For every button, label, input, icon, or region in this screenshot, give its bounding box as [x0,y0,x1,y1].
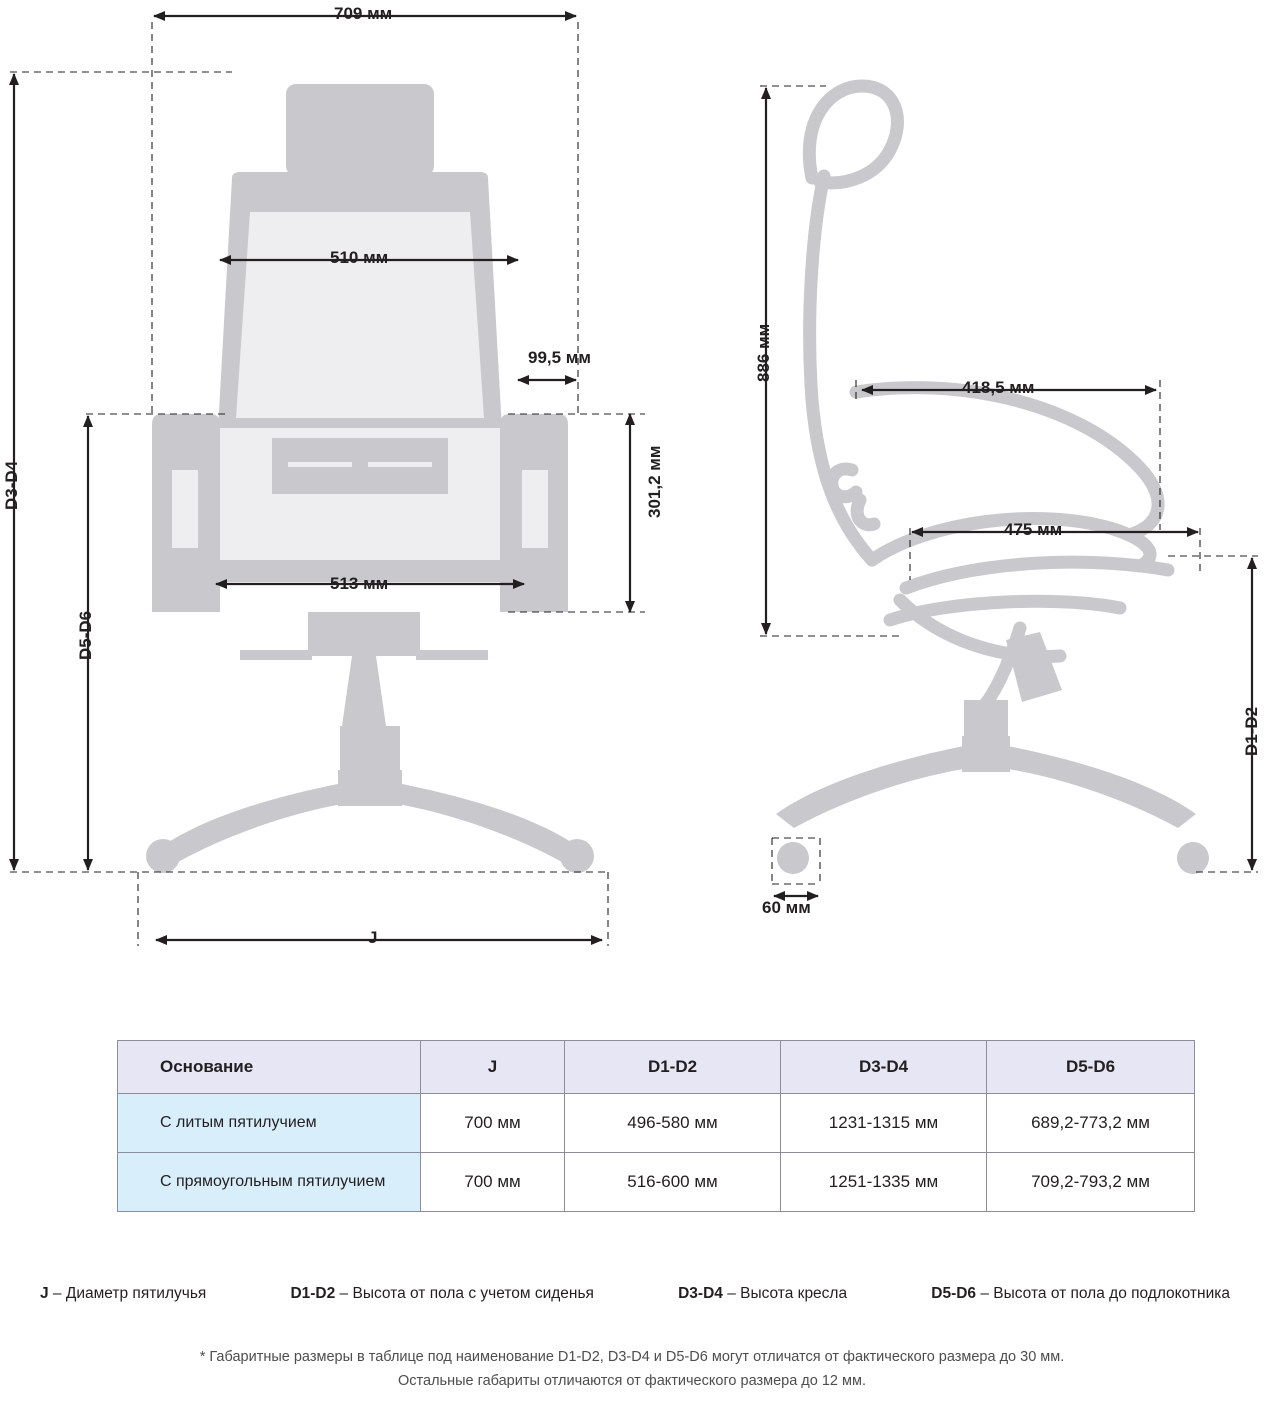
legend-item-j [40,1285,206,1303]
table-row [118,1153,1195,1212]
cell-j: 700 мм [421,1094,565,1153]
front-view-chair [146,84,594,873]
footnote-line-1: * Габаритные размеры в таблице под наименование D1-D2, D3-D4 и D5-D6 могут отличатся от фактического размера до 30 мм. [199,1349,1065,1365]
header-d1d2: D1-D2 [565,1041,781,1094]
cell-d1d2: 496-580 мм [565,1094,781,1153]
legend-item-d5d6 [931,1285,1230,1303]
cell-d5d6: 709,2-793,2 мм [987,1153,1195,1212]
dim-overall-width: 709 мм [334,4,393,23]
side-view-chair-solid [776,632,1209,874]
cell-d1d2: 516-600 мм [565,1153,781,1212]
footnote [0,1345,1264,1393]
specification-table-wrapper [117,1040,1150,1212]
dim-caster-diameter: 60 мм [762,898,811,917]
dim-backrest-depth: 418,5 мм [962,378,1035,397]
cell-d3d4: 1251-1335 мм [781,1153,987,1212]
dim-armrest-offset: 99,5 мм [528,348,591,367]
dim-total-height: 886 мм [754,323,773,382]
header-base: Основание [118,1041,421,1094]
legend-text-d5d6: – Высота от пола до подлокотника [976,1285,1230,1302]
dim-chair-height-code: D3-D4 [2,460,21,510]
table-row [118,1094,1195,1153]
legend-text-j: – Диаметр пятилучья [48,1285,207,1302]
legend-code-d3d4: D3-D4 [678,1285,723,1302]
legend-item-d1d2 [290,1285,594,1303]
dim-backrest-width: 510 мм [330,248,389,267]
legend-text-d1d2: – Высота от пола с учетом сиденья [335,1285,594,1302]
dim-floor-seat-height-code: D1-D2 [1242,706,1261,756]
dim-armrest-height-code: D5-D6 [76,610,95,660]
legend-code-j: J [40,1285,49,1302]
header-d5d6: D5-D6 [987,1041,1195,1094]
cell-j: 700 мм [421,1153,565,1212]
legend-item-d3d4 [678,1285,847,1303]
legend-text-d3d4: – Высота кресла [722,1285,848,1302]
footnote-line-2: Остальные габариты отличаются от фактического размера до 12 мм. [398,1373,866,1389]
legend-code-d5d6: D5-D6 [931,1285,977,1302]
cell-d3d4: 1231-1315 мм [781,1094,987,1153]
cell-base: С прямоугольным пятилучием [118,1153,421,1212]
legend [40,1285,1230,1303]
header-j: J [421,1041,565,1094]
legend-code-d1d2: D1-D2 [290,1285,336,1302]
cell-d5d6: 689,2-773,2 мм [987,1094,1195,1153]
cell-base: С литым пятилучием [118,1094,421,1153]
dim-base-diameter-code: J [368,928,378,947]
dim-backrest-height: 301,2 мм [645,445,664,518]
header-d3d4: D3-D4 [781,1041,987,1094]
table-header-row [118,1041,1195,1094]
specification-table [117,1040,1195,1212]
dim-seat-depth: 475 мм [1004,520,1063,539]
dim-seat-width: 513 мм [330,574,389,593]
